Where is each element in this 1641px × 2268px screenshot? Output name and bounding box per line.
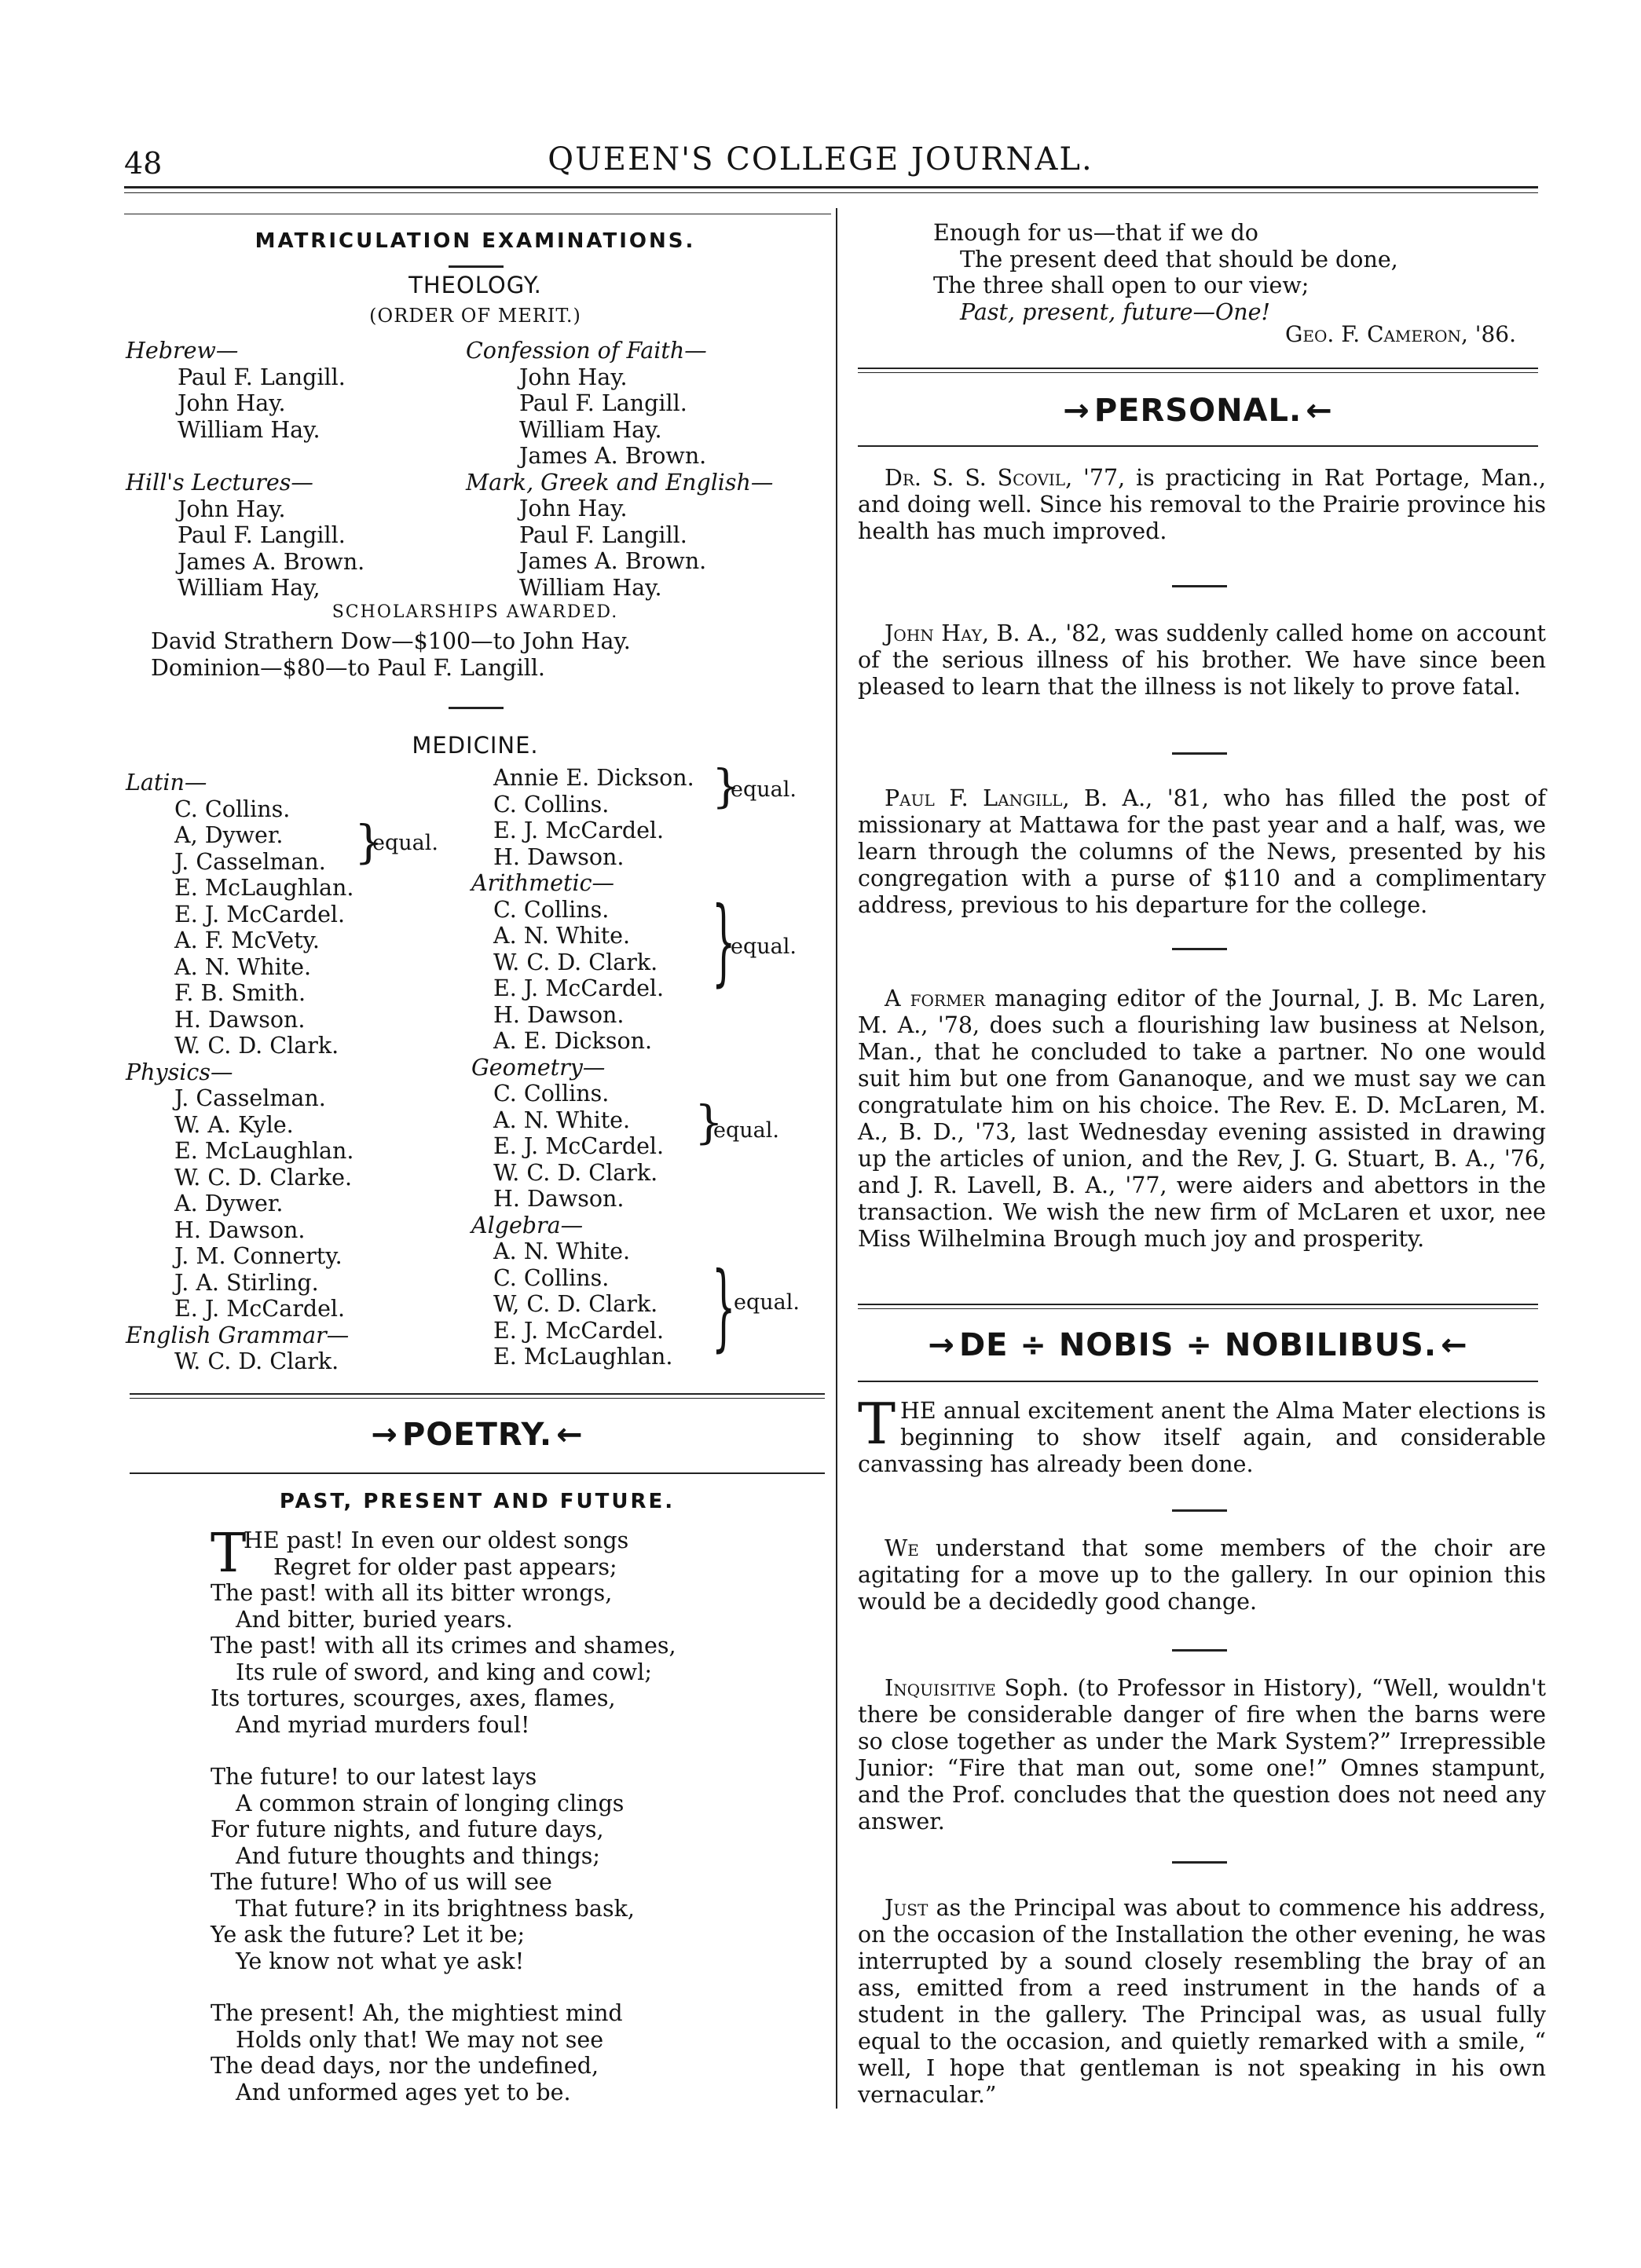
nobis-item bbox=[858, 1895, 1546, 2109]
short-rule bbox=[449, 265, 504, 268]
list-item: A. F. McVety. bbox=[174, 927, 320, 953]
equal-label: equal. bbox=[734, 1290, 800, 1315]
left-ornament-icon: → bbox=[371, 1417, 398, 1453]
poem-line: Past, present, future—One! bbox=[960, 298, 1270, 325]
list-item: J. Casselman. bbox=[174, 848, 326, 875]
list-item: Paul F. Langill. bbox=[519, 521, 687, 548]
nobis-item bbox=[858, 1535, 1546, 1615]
item-text: as the Principal was about to commence his address, on the occasion of the Installation the other evening, he was interrupted by a sound closely resembling the bray of an ass, emitted from a reed instrument in the hands of a student in the gallery. The Principal was, as usual fully equal to the occasion, and quietly remarked with a smile, “ well, I hope that gentleman is not speaking in his own vernacular.” bbox=[858, 1895, 1546, 2108]
english-list bbox=[126, 1348, 463, 1375]
list-item: John Hay. bbox=[519, 496, 628, 521]
list-item: W. C. D. Clark. bbox=[493, 949, 658, 975]
poem-title: PAST, PRESENT AND FUTURE. bbox=[279, 1490, 676, 1513]
header-rule bbox=[124, 186, 1538, 188]
list-item: John Hay. bbox=[178, 390, 286, 416]
list-item: A. Dywer. bbox=[174, 1191, 284, 1216]
brace: } bbox=[354, 815, 383, 869]
list-item: E. J. McCardel. bbox=[493, 1317, 665, 1344]
hebrew-list bbox=[126, 364, 456, 444]
item-lead: John Hay bbox=[885, 620, 982, 646]
poetry-heading bbox=[130, 1417, 825, 1453]
list-item: J. Casselman. bbox=[174, 1085, 326, 1111]
list-item: E. J. McCardel. bbox=[493, 1133, 665, 1159]
poem-stanza-4 bbox=[933, 220, 1530, 325]
list-item: H. Dawson. bbox=[493, 843, 625, 870]
arith-list bbox=[471, 887, 825, 1055]
physics-list bbox=[126, 1085, 463, 1322]
brace: } bbox=[712, 759, 741, 813]
equal-label: equal. bbox=[372, 831, 438, 855]
scholarships-heading: SCHOLARSHIPS AWARDED. bbox=[331, 602, 619, 622]
list-item: H. Dawson. bbox=[493, 1186, 625, 1212]
list-item: C. Collins. bbox=[493, 791, 610, 818]
section-rule-thin bbox=[858, 372, 1538, 373]
list-item: E. McLaughlan. bbox=[174, 1138, 354, 1164]
medicine-right bbox=[471, 765, 825, 1370]
mark-label: Mark, Greek and English— bbox=[466, 469, 774, 496]
scholarships-list bbox=[151, 628, 826, 681]
poem-line: Ye ask the future? Let it be; bbox=[211, 1922, 526, 1948]
medicine-left bbox=[126, 770, 463, 1375]
personal-item bbox=[858, 465, 1546, 545]
item-text: , B. A., '81, who has filled the post of missionary at Mattawa for the past year and a half, was, we learn through the columns of the News, presented by his congregation with a purse of $110 and a complimentary address, previous to his departure for the college. bbox=[858, 785, 1546, 918]
list-item: E. J. McCardel. bbox=[493, 818, 665, 843]
nobis-heading-text: DE ÷ NOBIS ÷ NOBILIBUS. bbox=[958, 1327, 1438, 1363]
theology-heading: THEOLOGY. bbox=[408, 272, 542, 298]
equal-label: equal. bbox=[731, 777, 797, 802]
mark-list bbox=[466, 496, 827, 601]
geom-list bbox=[471, 1081, 825, 1213]
personal-item bbox=[858, 986, 1546, 1253]
list-item: John Hay. bbox=[519, 364, 628, 390]
poem-line: The present deed that should be done, bbox=[960, 246, 1398, 273]
list-item: W. A. Kyle. bbox=[174, 1111, 294, 1138]
section-rule-thin bbox=[130, 1398, 825, 1399]
list-item: William Hay. bbox=[178, 416, 321, 443]
arith-label: Arithmetic— bbox=[471, 870, 615, 896]
item-text: Soph. (to Professor in History), “Well, wouldn't there be considerable danger of fire when the barns were so close together as under the Mark System?” Irrepressible Junior: “Fire that man out, some one!” Omnes stampunt, and the Prof. concludes that the question does not need any answer. bbox=[858, 1675, 1546, 1835]
poem-line: Holds only that! We may not see bbox=[236, 2026, 604, 2053]
hills-list bbox=[126, 496, 456, 602]
theology-right bbox=[466, 338, 827, 601]
right-ornament-icon: ← bbox=[1306, 393, 1333, 429]
geom-label: Geometry— bbox=[471, 1054, 606, 1081]
nobis-item bbox=[858, 1675, 1546, 1835]
left-ornament-icon: → bbox=[1063, 393, 1090, 429]
right-ornament-icon: ← bbox=[1441, 1327, 1468, 1363]
list-item: A, Dywer. bbox=[174, 822, 284, 848]
section-rule-thin bbox=[858, 1308, 1538, 1309]
brace: } bbox=[694, 1096, 723, 1149]
brace: } bbox=[712, 887, 736, 997]
item-text: , '77, is practicing in Rat Portage, Man., and doing well. Since his removal to the Prairie province his health has much improved. bbox=[858, 465, 1547, 544]
poem-stanza-1 bbox=[211, 1523, 823, 2105]
poem-line: That future? in its brightness bask, bbox=[236, 1895, 635, 1922]
item-text: understand that some members of the choir are agitating for a move up to the gallery. In our opinion this would be a decidedly good change. bbox=[858, 1535, 1546, 1615]
personal-item bbox=[858, 620, 1546, 701]
list-item: John Hay. bbox=[178, 496, 286, 522]
confession-label: Confession of Faith— bbox=[466, 338, 707, 364]
drop-cap: T bbox=[211, 1523, 247, 1585]
hills-label: Hill's Lectures— bbox=[126, 470, 313, 496]
short-rule bbox=[1172, 1509, 1227, 1512]
short-rule bbox=[1172, 1649, 1227, 1652]
list-item: H. Dawson. bbox=[493, 1001, 625, 1028]
drop-cap: T bbox=[858, 1391, 896, 1457]
poem-line: The three shall open to our view; bbox=[933, 273, 1310, 298]
item-lead: Dr. S. S. Scovil bbox=[885, 465, 1066, 491]
column-divider bbox=[836, 208, 837, 2109]
list-item: W. C. D. Clark. bbox=[493, 1159, 658, 1186]
list-item: W, C. D. Clark. bbox=[493, 1291, 658, 1317]
poem-line: And unformed ages yet to be. bbox=[236, 2079, 571, 2105]
poem-line: A common strain of longing clings bbox=[236, 1790, 625, 1816]
list-item: A. E. Dickson. bbox=[493, 1028, 653, 1054]
english-label: English Grammar— bbox=[126, 1322, 350, 1348]
list-item: W. C. D. Clarke. bbox=[174, 1164, 353, 1191]
alg-label: Algebra— bbox=[471, 1212, 584, 1238]
header-rule-thin bbox=[124, 192, 1538, 193]
short-rule bbox=[1172, 585, 1227, 587]
list-item: C. Collins. bbox=[493, 896, 610, 923]
list-item: Annie E. Dickson. bbox=[493, 765, 694, 791]
matric-title: MATRICULATION EXAMINATIONS. bbox=[255, 229, 696, 253]
poem-line: Regret for older past appears; bbox=[273, 1553, 617, 1580]
theology-left bbox=[126, 338, 456, 602]
poetry-heading-text: POETRY. bbox=[401, 1417, 553, 1453]
left-ornament-icon: → bbox=[928, 1327, 955, 1363]
list-item: A. N. White. bbox=[493, 1238, 631, 1264]
short-rule bbox=[1172, 948, 1227, 950]
item-lead: Inquisitive bbox=[885, 1675, 996, 1701]
section-rule bbox=[130, 1393, 825, 1395]
poem-line: And myriad murders foul! bbox=[236, 1711, 530, 1738]
list-item: A. N. White. bbox=[174, 953, 312, 980]
poem-line: HE past! In even our oldest songs bbox=[244, 1527, 629, 1553]
poem-line: The future! to our latest lays bbox=[211, 1764, 537, 1790]
section-rule bbox=[130, 1472, 825, 1474]
list-item: C. Collins. bbox=[174, 796, 291, 822]
poem-line: And bitter, buried years. bbox=[236, 1606, 513, 1633]
poem-line: The past! with all its bitter wrongs, bbox=[211, 1580, 613, 1606]
poem-line: The past! with all its crimes and shames, bbox=[211, 1633, 676, 1659]
medicine-heading: MEDICINE. bbox=[412, 732, 539, 759]
hebrew-label: Hebrew— bbox=[126, 338, 239, 364]
confession-list bbox=[466, 364, 827, 470]
item-lead: Paul F. Langill bbox=[885, 785, 1063, 811]
short-rule bbox=[1172, 1861, 1227, 1864]
nobis-item bbox=[858, 1391, 1546, 1478]
list-item: C. Collins. bbox=[493, 1081, 610, 1107]
list-item: James A. Brown. bbox=[519, 548, 707, 574]
list-item: William Hay. bbox=[519, 416, 662, 443]
item-text: HE annual excitement anent the Alma Mater elections is beginning to show itself again, and considerable canvassing has already been done. bbox=[858, 1398, 1546, 1477]
list-item: Paul F. Langill. bbox=[519, 390, 687, 416]
item-text: managing editor of the Journal, J. B. Mc Laren, M. A., '78, does such a flourishing law business at Nelson, Man., that he concluded to take a partner. No one would suit him but one from Gananoque, and we must say we can congratulate him on his choice. The Rev. E. D. McLaren, M. A., B. D., '73, last Wednesday evening assisted in drawing up the articles of union, and the Rev, J. G. Stuart, B. A., '76, and J. R. Lavell, B. A., '77, were aiders and abettors in the transaction. We wish the new firm of McLaren et uxor, nee Miss Wilhelmina Brough much joy and prosperity. bbox=[858, 986, 1546, 1252]
personal-heading-text: PERSONAL. bbox=[1093, 393, 1302, 429]
equal-label: equal. bbox=[713, 1118, 779, 1143]
order-note: (ORDER OF MERIT.) bbox=[369, 305, 581, 327]
list-item: E. J. McCardel. bbox=[174, 1296, 346, 1322]
poem-signature: Geo. F. Cameron, '86. bbox=[1285, 321, 1516, 347]
journal-title: QUEEN'S COLLEGE JOURNAL. bbox=[548, 141, 1093, 177]
list-item: James A. Brown. bbox=[519, 443, 707, 469]
poem-line: Ye know not what ye ask! bbox=[236, 1948, 525, 1974]
poem-line: Enough for us—that if we do bbox=[933, 220, 1258, 246]
list-item: William Hay, bbox=[178, 575, 321, 601]
page-number: 48 bbox=[124, 146, 163, 181]
right-ornament-icon: ← bbox=[556, 1417, 584, 1453]
poem-line: The present! Ah, the mightiest mind bbox=[211, 2000, 623, 2026]
short-rule bbox=[1172, 752, 1227, 755]
poem-line: Its rule of sword, and king and cowl; bbox=[236, 1659, 652, 1685]
list-item: H. Dawson. bbox=[174, 1006, 306, 1033]
short-rule bbox=[449, 707, 504, 709]
list-item: A. N. White. bbox=[493, 923, 631, 949]
list-item: E. J. McCardel. bbox=[174, 901, 346, 927]
section-rule bbox=[858, 445, 1538, 447]
list-item: J. M. Connerty. bbox=[174, 1243, 342, 1269]
personal-item bbox=[858, 785, 1546, 919]
list-item: C. Collins. bbox=[493, 1264, 610, 1291]
poem-line: And future thoughts and things; bbox=[236, 1842, 600, 1869]
list-item: Dominion—$80—to Paul F. Langill. bbox=[151, 654, 545, 681]
list-item: F. B. Smith. bbox=[174, 980, 306, 1006]
brace: } bbox=[712, 1253, 736, 1362]
list-item: H. Dawson. bbox=[174, 1216, 306, 1243]
list-item: David Strathern Dow—$100—to John Hay. bbox=[151, 628, 631, 654]
list-item: Paul F. Langill. bbox=[178, 364, 346, 390]
item-lead: A former bbox=[885, 986, 986, 1011]
list-item: W. C. D. Clark. bbox=[174, 1348, 339, 1374]
list-item: James A. Brown. bbox=[178, 548, 365, 575]
list-item: A. N. White. bbox=[493, 1107, 631, 1133]
personal-heading bbox=[858, 393, 1538, 429]
list-item: E. McLaughlan. bbox=[174, 875, 354, 901]
latin-label: Latin— bbox=[126, 770, 207, 796]
list-item: W. C. D. Clark. bbox=[174, 1033, 339, 1059]
poem-line: For future nights, and future days, bbox=[211, 1816, 604, 1842]
list-item: J. A. Stirling. bbox=[174, 1269, 319, 1296]
section-rule bbox=[858, 368, 1538, 369]
item-lead: Just bbox=[885, 1895, 929, 1921]
poem-line: The future! Who of us will see bbox=[211, 1869, 552, 1895]
item-text: , B. A., '82, was suddenly called home on account of the serious illness of his brother. We have since been pleased to learn that the illness is not likely to prove fatal. bbox=[858, 620, 1546, 700]
list-item: William Hay. bbox=[519, 574, 662, 601]
item-lead: We bbox=[885, 1535, 919, 1561]
section-rule bbox=[858, 1304, 1538, 1305]
physics-label: Physics— bbox=[126, 1059, 233, 1085]
list-item: E. J. McCardel. bbox=[493, 975, 665, 1001]
poem-line: Its tortures, scourges, axes, flames, bbox=[211, 1685, 616, 1711]
list-item: Paul F. Langill. bbox=[178, 522, 346, 548]
poem-line: The dead days, nor the undefined, bbox=[211, 2053, 599, 2079]
list-item: E. McLaughlan. bbox=[493, 1344, 673, 1370]
nobis-heading bbox=[858, 1327, 1538, 1363]
equal-label: equal. bbox=[731, 935, 797, 959]
section-rule bbox=[858, 1381, 1538, 1382]
